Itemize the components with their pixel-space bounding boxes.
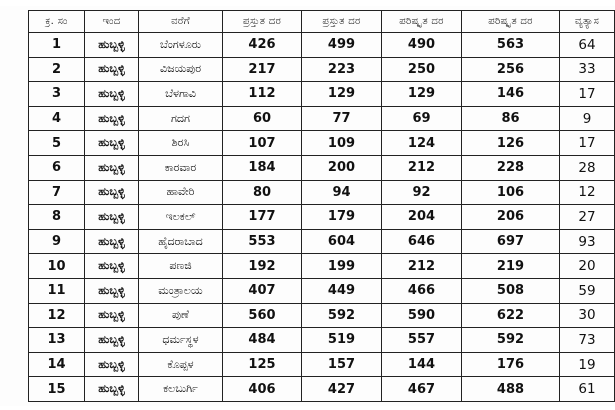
cell-to: ವಿಜಯಪುರ bbox=[139, 57, 223, 82]
cell-to: ಗದಗ bbox=[139, 106, 223, 131]
cell-revised-fare-2: 256 bbox=[462, 57, 560, 82]
cell-current-fare-1: 125 bbox=[223, 352, 302, 377]
table-row bbox=[29, 155, 615, 180]
table-row bbox=[29, 205, 615, 230]
cell-revised-fare-1: 467 bbox=[382, 377, 462, 402]
cell-difference: 59 bbox=[560, 278, 615, 303]
cell-revised-fare-1: 466 bbox=[382, 278, 462, 303]
cell-revised-fare-2: 176 bbox=[462, 352, 560, 377]
cell-current-fare-2: 77 bbox=[302, 106, 382, 131]
cell-revised-fare-2: 592 bbox=[462, 328, 560, 353]
cell-serial: 3 bbox=[29, 82, 85, 107]
cell-to: ಧರ್ಮಸ್ಥಳ bbox=[139, 328, 223, 353]
cell-to: ಕಾರವಾರ bbox=[139, 155, 223, 180]
cell-current-fare-1: 192 bbox=[223, 254, 302, 279]
header-serial: ಕ್ರ. ಸಂ bbox=[29, 11, 85, 33]
cell-revised-fare-2: 622 bbox=[462, 303, 560, 328]
cell-from: ಹುಬ್ಬಳ್ಳಿ bbox=[85, 377, 139, 402]
cell-current-fare-1: 553 bbox=[223, 229, 302, 254]
cell-current-fare-2: 94 bbox=[302, 180, 382, 205]
cell-current-fare-2: 223 bbox=[302, 57, 382, 82]
cell-revised-fare-1: 144 bbox=[382, 352, 462, 377]
table-header bbox=[29, 11, 615, 33]
cell-current-fare-2: 157 bbox=[302, 352, 382, 377]
table-body bbox=[29, 33, 615, 402]
fare-table bbox=[28, 10, 615, 402]
cell-current-fare-2: 179 bbox=[302, 205, 382, 230]
cell-current-fare-1: 107 bbox=[223, 131, 302, 156]
cell-revised-fare-2: 488 bbox=[462, 377, 560, 402]
cell-revised-fare-2: 126 bbox=[462, 131, 560, 156]
cell-from: ಹುಬ್ಬಳ್ಳಿ bbox=[85, 229, 139, 254]
table-row bbox=[29, 328, 615, 353]
cell-to: ಮಂತ್ರಾಲಯ bbox=[139, 278, 223, 303]
cell-revised-fare-1: 590 bbox=[382, 303, 462, 328]
cell-current-fare-2: 200 bbox=[302, 155, 382, 180]
cell-revised-fare-1: 204 bbox=[382, 205, 462, 230]
cell-serial: 2 bbox=[29, 57, 85, 82]
cell-current-fare-2: 499 bbox=[302, 33, 382, 58]
cell-revised-fare-2: 697 bbox=[462, 229, 560, 254]
cell-revised-fare-2: 106 bbox=[462, 180, 560, 205]
table-row bbox=[29, 278, 615, 303]
cell-revised-fare-1: 129 bbox=[382, 82, 462, 107]
cell-revised-fare-1: 124 bbox=[382, 131, 462, 156]
cell-from: ಹುಬ್ಬಳ್ಳಿ bbox=[85, 352, 139, 377]
cell-serial: 10 bbox=[29, 254, 85, 279]
header-current-fare-2: ಪ್ರಸ್ತುತ ದರ bbox=[302, 11, 382, 33]
cell-from: ಹುಬ್ಬಳ್ಳಿ bbox=[85, 180, 139, 205]
cell-from: ಹುಬ್ಬಳ್ಳಿ bbox=[85, 328, 139, 353]
cell-serial: 4 bbox=[29, 106, 85, 131]
cell-current-fare-1: 560 bbox=[223, 303, 302, 328]
cell-difference: 17 bbox=[560, 131, 615, 156]
header-row bbox=[29, 11, 615, 33]
cell-current-fare-2: 427 bbox=[302, 377, 382, 402]
cell-serial: 11 bbox=[29, 278, 85, 303]
header-current-fare-1: ಪ್ರಸ್ತುತ ದರ bbox=[223, 11, 302, 33]
cell-to: ಬೆಳಗಾವಿ bbox=[139, 82, 223, 107]
cell-current-fare-2: 592 bbox=[302, 303, 382, 328]
header-from: ಇಂದ bbox=[85, 11, 139, 33]
cell-to: ಇಲಕಲ್ bbox=[139, 205, 223, 230]
cell-serial: 14 bbox=[29, 352, 85, 377]
cell-difference: 33 bbox=[560, 57, 615, 82]
cell-revised-fare-2: 563 bbox=[462, 33, 560, 58]
table-row bbox=[29, 229, 615, 254]
cell-current-fare-1: 407 bbox=[223, 278, 302, 303]
cell-serial: 6 bbox=[29, 155, 85, 180]
cell-revised-fare-1: 557 bbox=[382, 328, 462, 353]
cell-revised-fare-2: 146 bbox=[462, 82, 560, 107]
cell-revised-fare-2: 228 bbox=[462, 155, 560, 180]
cell-from: ಹುಬ್ಬಳ್ಳಿ bbox=[85, 278, 139, 303]
header-to: ವರೆಗೆ bbox=[139, 11, 223, 33]
cell-current-fare-2: 604 bbox=[302, 229, 382, 254]
cell-serial: 13 bbox=[29, 328, 85, 353]
cell-serial: 8 bbox=[29, 205, 85, 230]
cell-to: ಪುಣೆ bbox=[139, 303, 223, 328]
cell-serial: 12 bbox=[29, 303, 85, 328]
cell-difference: 9 bbox=[560, 106, 615, 131]
cell-to: ಕಲಬುರ್ಗಿ bbox=[139, 377, 223, 402]
cell-revised-fare-2: 86 bbox=[462, 106, 560, 131]
cell-revised-fare-1: 250 bbox=[382, 57, 462, 82]
cell-difference: 20 bbox=[560, 254, 615, 279]
header-revised-fare-2: ಪರಿಷ್ಕೃತ ದರ bbox=[462, 11, 560, 33]
cell-to: ಪಣಜಿ bbox=[139, 254, 223, 279]
cell-difference: 61 bbox=[560, 377, 615, 402]
cell-to: ಬೆಂಗಳೂರು bbox=[139, 33, 223, 58]
cell-difference: 64 bbox=[560, 33, 615, 58]
cell-from: ಹುಬ್ಬಳ್ಳಿ bbox=[85, 303, 139, 328]
cell-from: ಹುಬ್ಬಳ್ಳಿ bbox=[85, 106, 139, 131]
cell-difference: 27 bbox=[560, 205, 615, 230]
cell-from: ಹುಬ್ಬಳ್ಳಿ bbox=[85, 131, 139, 156]
cell-current-fare-1: 60 bbox=[223, 106, 302, 131]
cell-current-fare-2: 519 bbox=[302, 328, 382, 353]
cell-current-fare-1: 184 bbox=[223, 155, 302, 180]
cell-from: ಹುಬ್ಬಳ್ಳಿ bbox=[85, 82, 139, 107]
cell-current-fare-2: 449 bbox=[302, 278, 382, 303]
cell-difference: 12 bbox=[560, 180, 615, 205]
header-difference: ವ್ಯತ್ಯಾಸ bbox=[560, 11, 615, 33]
cell-to: ಶಿರಸಿ bbox=[139, 131, 223, 156]
cell-to: ಹೈದರಾಬಾದ bbox=[139, 229, 223, 254]
cell-difference: 28 bbox=[560, 155, 615, 180]
cell-current-fare-1: 112 bbox=[223, 82, 302, 107]
cell-serial: 7 bbox=[29, 180, 85, 205]
cell-difference: 93 bbox=[560, 229, 615, 254]
cell-revised-fare-1: 92 bbox=[382, 180, 462, 205]
cell-current-fare-2: 199 bbox=[302, 254, 382, 279]
document-page bbox=[0, 6, 615, 406]
cell-to: ಕೊಪ್ಪಳ bbox=[139, 352, 223, 377]
cell-current-fare-2: 109 bbox=[302, 131, 382, 156]
cell-revised-fare-1: 212 bbox=[382, 254, 462, 279]
cell-from: ಹುಬ್ಬಳ್ಳಿ bbox=[85, 254, 139, 279]
header-revised-fare-1: ಪರಿಷ್ಕೃತ ದರ bbox=[382, 11, 462, 33]
cell-revised-fare-2: 508 bbox=[462, 278, 560, 303]
table-row bbox=[29, 352, 615, 377]
cell-from: ಹುಬ್ಬಳ್ಳಿ bbox=[85, 155, 139, 180]
cell-serial: 1 bbox=[29, 33, 85, 58]
table-row bbox=[29, 131, 615, 156]
cell-revised-fare-1: 212 bbox=[382, 155, 462, 180]
table-row bbox=[29, 106, 615, 131]
cell-difference: 30 bbox=[560, 303, 615, 328]
table-row bbox=[29, 377, 615, 402]
cell-revised-fare-1: 490 bbox=[382, 33, 462, 58]
cell-from: ಹುಬ್ಬಳ್ಳಿ bbox=[85, 57, 139, 82]
cell-revised-fare-2: 219 bbox=[462, 254, 560, 279]
cell-current-fare-1: 426 bbox=[223, 33, 302, 58]
cell-from: ಹುಬ್ಬಳ್ಳಿ bbox=[85, 33, 139, 58]
cell-to: ಹಾವೇರಿ bbox=[139, 180, 223, 205]
table-row bbox=[29, 303, 615, 328]
cell-current-fare-1: 484 bbox=[223, 328, 302, 353]
table-row bbox=[29, 33, 615, 58]
cell-current-fare-1: 406 bbox=[223, 377, 302, 402]
cell-current-fare-1: 80 bbox=[223, 180, 302, 205]
cell-current-fare-1: 217 bbox=[223, 57, 302, 82]
cell-difference: 17 bbox=[560, 82, 615, 107]
cell-from: ಹುಬ್ಬಳ್ಳಿ bbox=[85, 205, 139, 230]
cell-difference: 19 bbox=[560, 352, 615, 377]
table-row bbox=[29, 57, 615, 82]
cell-current-fare-2: 129 bbox=[302, 82, 382, 107]
cell-serial: 15 bbox=[29, 377, 85, 402]
cell-serial: 9 bbox=[29, 229, 85, 254]
cell-difference: 73 bbox=[560, 328, 615, 353]
table-row bbox=[29, 180, 615, 205]
cell-revised-fare-1: 69 bbox=[382, 106, 462, 131]
table-row bbox=[29, 254, 615, 279]
table-row bbox=[29, 82, 615, 107]
cell-serial: 5 bbox=[29, 131, 85, 156]
cell-current-fare-1: 177 bbox=[223, 205, 302, 230]
cell-revised-fare-1: 646 bbox=[382, 229, 462, 254]
cell-revised-fare-2: 206 bbox=[462, 205, 560, 230]
